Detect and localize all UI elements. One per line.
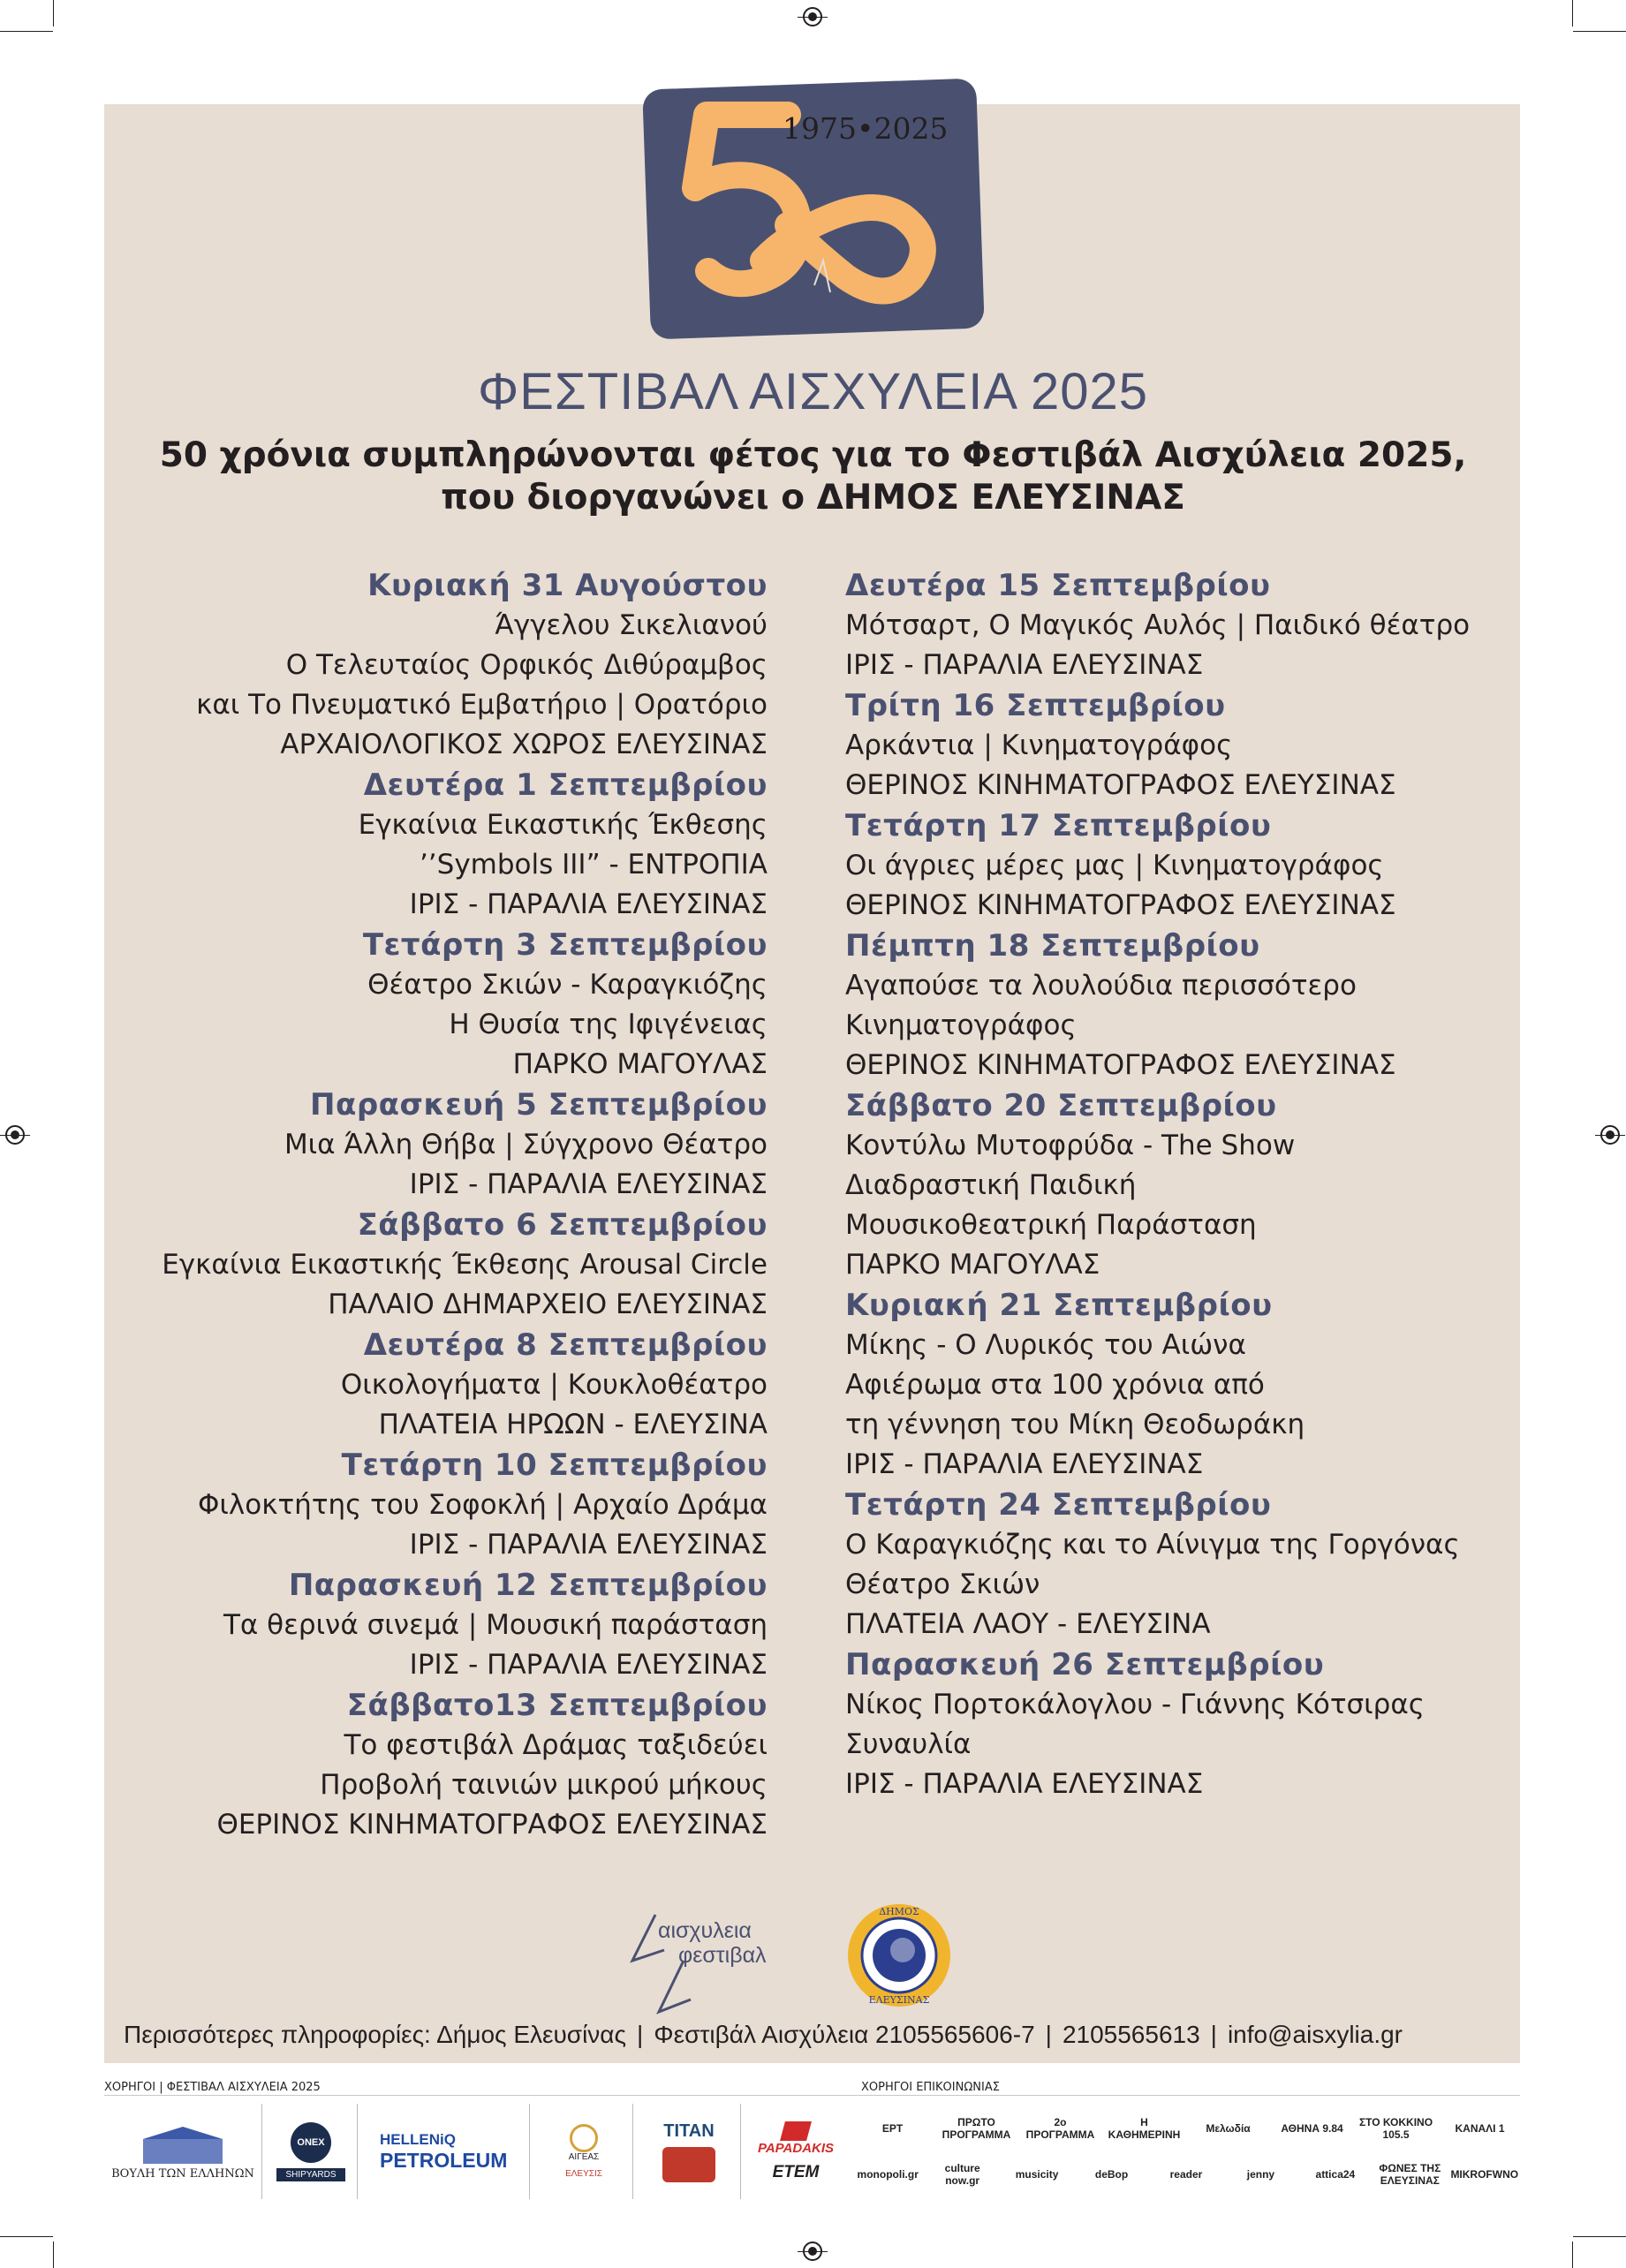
sponsor-vouli-logo (104, 2104, 262, 2199)
papadakis-text: PAPADAKIS (757, 2140, 835, 2156)
event-line: Μια Άλλη Θήβα | Σύγχρονο Θέατρο (284, 1129, 768, 1160)
event-line: ΙΡΙΣ - ΠΑΡΑΛΙΑ ΕΛΕΥΣΙΝΑΣ (409, 888, 768, 920)
event-date: Σάββατο 6 Σεπτεμβρίου (357, 1207, 768, 1243)
petroleum-text: PETROLEUM (380, 2148, 508, 2172)
event-block (61, 565, 768, 765)
event-line: Οι άγριες μέρες μας | Κινηματογράφος (845, 850, 1384, 881)
sponsor-helleniq-logo (362, 2104, 530, 2199)
papadakis-icon (780, 2121, 812, 2141)
media-sponsor-logo: culture now.gr (944, 2162, 980, 2187)
media-sponsors-label: ΧΟΡΗΓΟΙ ΕΠΙΚΟΙΝΩΝΙΑΣ (861, 2081, 1000, 2094)
seal-bottom-text: ΕΛΕΥΣΙΝΑΣ (868, 1994, 930, 2006)
event-block (61, 765, 768, 925)
media-sponsor-logo: MIKROFWNO (1450, 2168, 1519, 2181)
program-column-right (845, 565, 1552, 1804)
registration-mark-right (1600, 1125, 1620, 1145)
event-block (845, 805, 1552, 926)
crop-mark (0, 31, 53, 32)
event-line: ΠΑΡΚΟ ΜΑΓΟΥΛΑΣ (512, 1048, 768, 1080)
event-line: Μότσαρτ, Ο Μαγικός Αυλός | Παιδικό θέατρο (845, 609, 1471, 641)
event-line: Συναυλία (845, 1728, 972, 1760)
festival-logo-line1: αισχυλεια (658, 1918, 752, 1943)
media-sponsor-logo: musicity (1015, 2168, 1059, 2181)
event-line: ΘΕΡΙΝΟΣ ΚΙΝΗΜΑΤΟΓΡΑΦΟΣ ΕΛΕΥΣΙΝΑΣ (845, 889, 1396, 921)
media-sponsor-logo: ΦΩΝΕΣ ΤΗΣ ΕΛΕΥΣΙΝΑΣ (1379, 2162, 1441, 2187)
subtitle-line-1: 50 χρόνια συμπληρώνονται φέτος για το Φεστιβάλ Αισχύλεια 2025, (159, 435, 1467, 475)
event-line: Άγγελου Σικελιανού (495, 609, 768, 641)
parliament-building-icon (139, 2123, 227, 2167)
crop-mark (1573, 2236, 1626, 2237)
dimos-eleusinas-seal (844, 1901, 954, 2010)
event-date: Σάββατο13 Σεπτεμβρίου (346, 1688, 768, 1723)
event-line: ΙΡΙΣ - ΠΑΡΑΛΙΑ ΕΛΕΥΣΙΝΑΣ (409, 1649, 768, 1681)
event-line: ΑΡΧΑΙΟΛΟΓΙΚΟΣ ΧΩΡΟΣ ΕΛΕΥΣΙΝΑΣ (280, 729, 768, 760)
event-date: Κυριακή 21 Σεπτεμβρίου (845, 1288, 1273, 1323)
event-date: Δευτέρα 8 Σεπτεμβρίου (363, 1327, 768, 1363)
event-line: Ο Τελευταίος Ορφικός Διθύραμβος (285, 649, 768, 681)
page-title: ΦΕΣΤΙΒΑΛ ΑΙΣΧΥΛΕΙΑ 2025 (477, 363, 1149, 420)
event-block (61, 1685, 768, 1845)
event-date: Δευτέρα 1 Σεπτεμβρίου (363, 767, 768, 803)
event-line: Θέατρο Σκιών (845, 1569, 1040, 1600)
event-line: Νίκος Πορτοκάλογλου - Γιάννης Κότσιρας (845, 1689, 1425, 1720)
event-block (845, 565, 1552, 685)
program-column-left (61, 565, 768, 1845)
event-block (845, 1644, 1552, 1804)
crop-mark (1573, 31, 1626, 32)
event-line: ΠΑΛΑΙΟ ΔΗΜΑΡΧΕΙΟ ΕΛΕΥΣΙΝΑΣ (328, 1289, 768, 1320)
event-line: Αφιέρωμα στα 100 χρόνια από (845, 1369, 1265, 1401)
event-block (61, 1085, 768, 1205)
elefsina-capital-text: ΕΛΕΥΣΙΣ (565, 2169, 602, 2179)
event-date: Τετάρτη 3 Σεπτεμβρίου (362, 927, 768, 963)
sponsors-label: ΧΟΡΗΓΟΙ | ΦΕΣΤΙΒΑΛ ΑΙΣΧΥΛΕΙΑ 2025 (104, 2081, 321, 2094)
crop-mark (53, 0, 54, 26)
event-line: Κινηματογράφος (845, 1009, 1077, 1041)
event-date: Κυριακή 31 Αυγούστου (367, 568, 768, 603)
event-line: ΙΡΙΣ - ΠΑΡΑΛΙΑ ΕΛΕΥΣΙΝΑΣ (845, 1768, 1204, 1800)
event-line: ’’Symbols III” - ΕΝΤΡΟΠΙΑ (419, 849, 768, 881)
media-sponsor-logo: jenny (1246, 2168, 1275, 2181)
sponsor-titan-logo (638, 2104, 741, 2199)
media-sponsor-logo: ΣΤΟ ΚΟΚΚΙΝΟ 105.5 (1358, 2116, 1433, 2141)
crop-mark (1572, 2242, 1573, 2268)
event-line: ΘΕΡΙΝΟΣ ΚΙΝΗΜΑΤΟΓΡΑΦΟΣ ΕΛΕΥΣΙΝΑΣ (216, 1809, 768, 1841)
event-block (845, 685, 1552, 805)
event-block (845, 1285, 1552, 1485)
event-date: Σάββατο 20 Σεπτεμβρίου (845, 1088, 1277, 1123)
event-block (845, 1085, 1552, 1285)
event-line: Θέατρο Σκιών - Καραγκιόζης (367, 969, 768, 1001)
info-line: Περισσότερες πληροφορίες: Δήμος Ελευσίνας | Φεστιβάλ Αισχύλεια 2105565606-7 | 2105565613 | info@aisxylia.gr (124, 2021, 1403, 2048)
event-date: Πέμπτη 18 Σεπτεμβρίου (845, 928, 1260, 964)
media-sponsor-logo: attica24 (1315, 2168, 1356, 2181)
event-line: ΘΕΡΙΝΟΣ ΚΙΝΗΜΑΤΟΓΡΑΦΟΣ ΕΛΕΥΣΙΝΑΣ (845, 1049, 1396, 1081)
event-date: Τετάρτη 10 Σεπτεμβρίου (341, 1448, 768, 1483)
registration-mark-top (803, 7, 822, 26)
event-date: Τρίτη 16 Σεπτεμβρίου (845, 688, 1226, 723)
info-email[interactable]: info@aisxylia.gr (1227, 2021, 1403, 2048)
event-date: Τετάρτη 24 Σεπτεμβρίου (845, 1487, 1272, 1523)
event-line: ΙΡΙΣ - ΠΑΡΑΛΙΑ ΕΛΕΥΣΙΝΑΣ (409, 1529, 768, 1561)
sponsor-aigeas-logo (535, 2104, 633, 2199)
event-line: Το φεστιβάλ Δράμας ταξιδεύει (344, 1729, 768, 1761)
theater-icon (662, 2147, 715, 2182)
festival-logo-line2: φεστιβαλ (678, 1943, 767, 1968)
event-block (845, 926, 1552, 1085)
event-block (61, 1445, 768, 1565)
media-sponsor-logo: ΚΑΝΑΛΙ 1 (1455, 2122, 1505, 2135)
event-line: ΙΡΙΣ - ΠΑΡΑΛΙΑ ΕΛΕΥΣΙΝΑΣ (845, 649, 1204, 681)
event-block (61, 1205, 768, 1325)
event-line: Μίκης - Ο Λυρικός του Αιώνα (845, 1329, 1246, 1361)
onex-badge: ONEX (291, 2122, 331, 2163)
sponsors-divider (104, 2095, 1520, 2096)
media-sponsor-logo: deBop (1094, 2168, 1129, 2181)
registration-mark-bottom (803, 2242, 822, 2261)
media-sponsor-logo: Μελωδία (1206, 2122, 1251, 2135)
event-line: Μουσικοθεατρική Παράσταση (845, 1209, 1257, 1241)
logo-years: 1975•2025 (783, 111, 949, 146)
helleniq-text: HELLENiQ (380, 2130, 456, 2148)
media-sponsor-logo: ΑΘΗΝΑ 9.84 (1281, 2122, 1343, 2135)
media-sponsor-logo: Η ΚΑΘΗΜΕΡΙΝΗ (1108, 2116, 1181, 2141)
event-line: ΠΑΡΚΟ ΜΑΓΟΥΛΑΣ (845, 1249, 1100, 1281)
registration-mark-left (5, 1125, 25, 1145)
event-line: ΠΛΑΤΕΙΑ ΗΡΩΩΝ - ΕΛΕΥΣΙΝΑ (378, 1409, 768, 1440)
event-line: ΙΡΙΣ - ΠΑΡΑΛΙΑ ΕΛΕΥΣΙΝΑΣ (409, 1168, 768, 1200)
event-line: Αγαπούσε τα λουλούδια περισσότερο (845, 970, 1357, 1002)
event-block (61, 925, 768, 1085)
seal-top-text: ΔΗΜΟΣ (879, 1906, 919, 1917)
event-line: τη γέννηση του Μίκη Θεοδωράκη (845, 1409, 1305, 1440)
event-line: Οικολογήματα | Κουκλοθέατρο (340, 1369, 768, 1401)
sponsor-onex-logo (265, 2104, 358, 2199)
info-more: Περισσότερες πληροφορίες: Δήμος Ελευσίνας (124, 2021, 626, 2048)
sponsor-vouli-text: ΒΟΥΛΗ ΤΩΝ ΕΛΛΗΝΩΝ (111, 2166, 254, 2181)
event-line: Φιλοκτήτης του Σοφοκλή | Αρχαίο Δράμα (198, 1489, 768, 1521)
subtitle (0, 435, 1626, 519)
event-line: Ο Καραγκιόζης και το Αίνιγμα της Γοργόνας (845, 1529, 1460, 1561)
media-sponsor-logo: monopoli.gr (857, 2168, 919, 2181)
media-sponsor-logo: reader (1169, 2168, 1203, 2181)
event-block (61, 1325, 768, 1445)
media-sponsor-logo: 2ο ΠΡΟΓΡΑΜΜΑ (1025, 2116, 1095, 2141)
info-phone2: 2105565613 (1062, 2021, 1200, 2048)
event-line: ΘΕΡΙΝΟΣ ΚΙΝΗΜΑΤΟΓΡΑΦΟΣ ΕΛΕΥΣΙΝΑΣ (845, 769, 1396, 801)
event-date: Παρασκευή 26 Σεπτεμβρίου (845, 1647, 1325, 1682)
media-sponsor-logo: ΕΡΤ (881, 2122, 904, 2135)
event-line: και Το Πνευματικό Εμβατήριο | Ορατόριο (196, 689, 768, 721)
event-date: Δευτέρα 15 Σεπτεμβρίου (845, 568, 1271, 603)
event-line: Αρκάντια | Κινηματογράφος (845, 730, 1233, 761)
etem-text: ETEM (772, 2162, 820, 2181)
crop-mark (1572, 0, 1573, 26)
crop-mark (0, 2236, 53, 2237)
event-line: ΠΛΑΤΕΙΑ ΛΑΟΥ - ΕΛΕΥΣΙΝΑ (845, 1608, 1211, 1640)
info-festival-phone: Φεστιβάλ Αισχύλεια 2105565606-7 (654, 2021, 1035, 2048)
aigeas-icon (570, 2124, 598, 2152)
sponsor-papadakis-logo (744, 2104, 848, 2199)
titan-text: TITAN (663, 2121, 715, 2141)
event-line: Εγκαίνια Εικαστικής Έκθεσης Arousal Circle (162, 1249, 768, 1281)
onex-shipyards: SHIPYARDS (276, 2168, 344, 2181)
event-line: Εγκαίνια Εικαστικής Έκθεσης (358, 809, 768, 841)
aigeas-text: ΑΙΓΕΑΣ (568, 2152, 600, 2162)
event-line: Κοντύλω Μυτοφρύδα - The Show (845, 1130, 1296, 1161)
event-line: Η Θυσία της Ιφιγένειας (449, 1009, 768, 1040)
event-block (61, 1565, 768, 1685)
event-line: ΙΡΙΣ - ΠΑΡΑΛΙΑ ΕΛΕΥΣΙΝΑΣ (845, 1448, 1204, 1480)
event-block (845, 1485, 1552, 1644)
media-sponsor-logo: ΠΡΩΤΟ ΠΡΟΓΡΑΜΜΑ (942, 2116, 1011, 2141)
event-date: Παρασκευή 12 Σεπτεμβρίου (288, 1568, 768, 1603)
event-line: Διαδραστική Παιδική (845, 1169, 1137, 1201)
subtitle-line-2: που διοργανώνει ο ΔΗΜΟΣ ΕΛΕΥΣΙΝΑΣ (441, 478, 1185, 518)
event-date: Τετάρτη 17 Σεπτεμβρίου (845, 808, 1272, 843)
event-line: Τα θερινά σινεμά | Μουσική παράσταση (223, 1609, 768, 1641)
crop-mark (53, 2242, 54, 2268)
event-date: Παρασκευή 5 Σεπτεμβρίου (310, 1087, 768, 1123)
event-line: Προβολή ταινιών μικρού μήκους (320, 1769, 768, 1801)
